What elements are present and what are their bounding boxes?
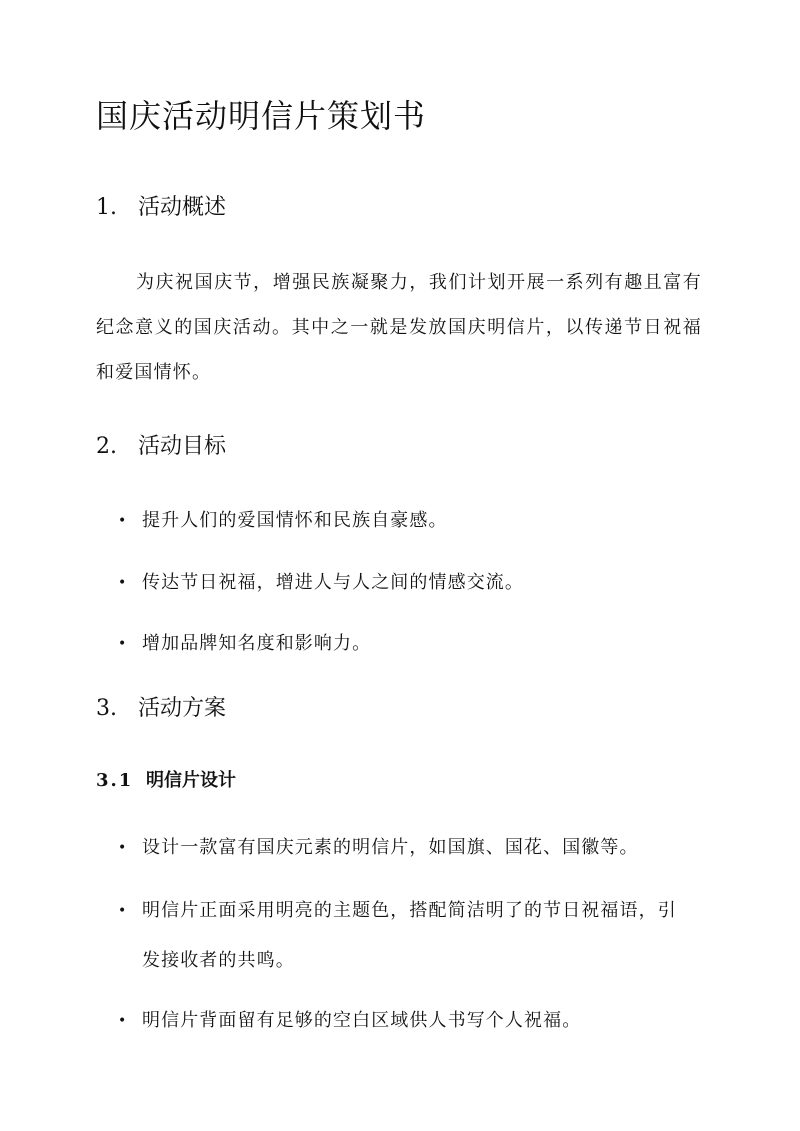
subsection-title: 明信片设计	[146, 770, 236, 791]
bullet-icon: •	[118, 636, 128, 652]
overview-paragraph: 为庆祝国庆节，增强民族凝聚力，我们计划开展一系列有趣且富有纪念意义的国庆活动。其中之一就是发放国庆明信片，以传递节日祝福和爱国情怀。	[96, 272, 702, 383]
section-number: 2.	[96, 434, 117, 459]
list-item	[118, 1008, 708, 1034]
subsection-heading-postcard-design	[96, 768, 236, 794]
section-title: 活动方案	[138, 696, 227, 721]
bullet-icon: •	[118, 1013, 128, 1029]
list-item-text: 传达节日祝福，增进人与人之间的情感交流。	[142, 572, 524, 593]
section-number: 3.	[96, 696, 117, 721]
list-item	[118, 508, 708, 534]
bullet-icon: •	[118, 903, 128, 919]
list-item-text: 明信片背面留有足够的空白区域供人书写个人祝福。	[142, 1010, 582, 1031]
section-number: 1.	[96, 195, 117, 220]
list-item	[118, 631, 708, 657]
bullet-icon: •	[118, 513, 128, 529]
section-title: 活动概述	[138, 195, 227, 220]
section-heading-overview	[96, 193, 226, 223]
document-title: 国庆活动明信片策划书	[96, 97, 427, 135]
section-heading-goals	[96, 432, 226, 462]
section-heading-plan	[96, 694, 226, 724]
list-item	[118, 835, 708, 861]
list-item-text: 设计一款富有国庆元素的明信片，如国旗、国花、国徽等。	[142, 837, 639, 858]
bullet-icon: •	[118, 840, 128, 856]
list-item-text: 明信片正面采用明亮的主题色，搭配简洁明了的节日祝福语，引发接收者的共鸣。	[142, 900, 677, 971]
list-item-text: 增加品牌知名度和影响力。	[142, 633, 372, 654]
list-item-text: 提升人们的爱国情怀和民族自豪感。	[142, 510, 448, 531]
list-item	[118, 898, 688, 986]
section-title: 活动目标	[138, 434, 227, 459]
bullet-icon: •	[118, 575, 128, 591]
list-item	[118, 570, 708, 596]
subsection-number: 3.1	[96, 770, 134, 791]
